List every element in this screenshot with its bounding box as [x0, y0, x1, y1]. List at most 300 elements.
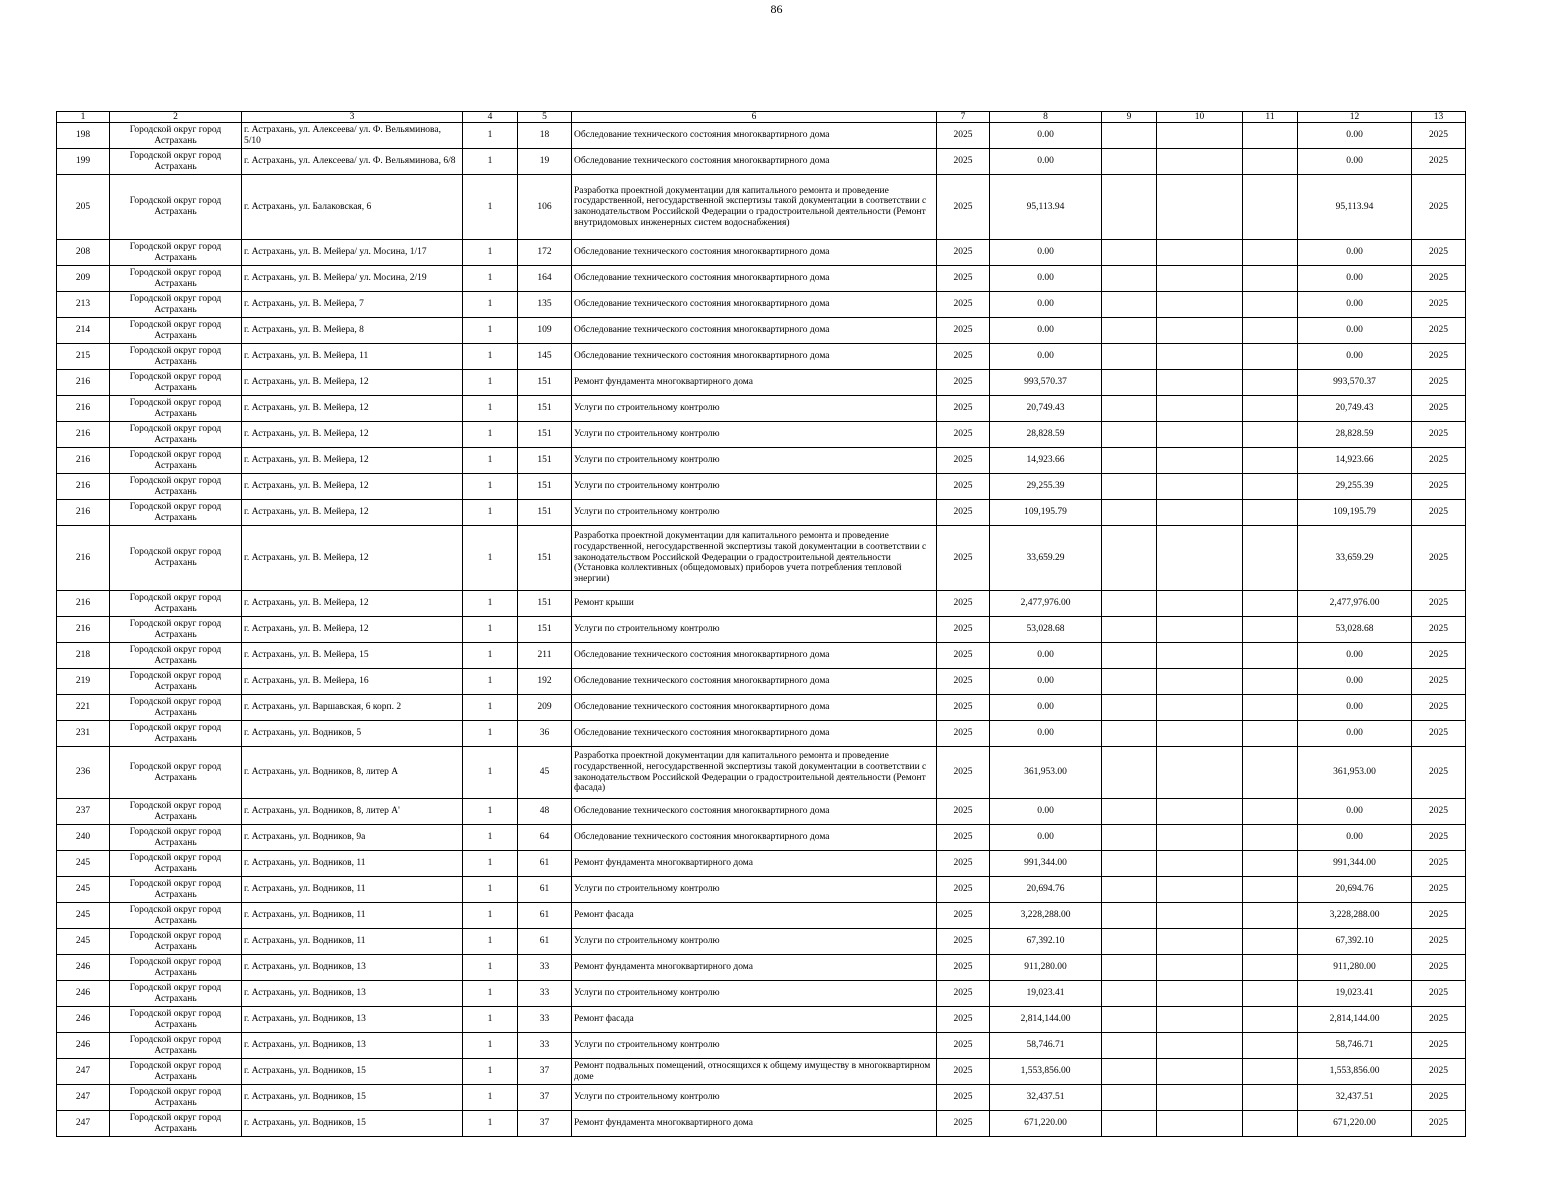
year-cell: 2025: [937, 591, 990, 617]
col5-cell: 151: [518, 370, 572, 396]
col10-cell: [1157, 825, 1243, 851]
col12-cost-cell: 991,344.00: [1298, 851, 1412, 877]
work-type-cell: Обследование технического состояния многоквартирного дома: [572, 149, 937, 175]
address-cell: г. Астрахань, ул. Балаковская, 6: [242, 175, 463, 240]
municipality-cell: Городской округ город Астрахань: [110, 1033, 242, 1059]
col11-cell: [1243, 747, 1298, 799]
row-number-cell: 246: [57, 981, 110, 1007]
row-number-cell: 231: [57, 721, 110, 747]
col11-cell: [1243, 1085, 1298, 1111]
total-cost-cell: 0.00: [990, 240, 1102, 266]
municipality-cell: Городской округ город Астрахань: [110, 747, 242, 799]
table-row: [57, 240, 1466, 266]
address-cell: г. Астрахань, ул. Водников, 9а: [242, 825, 463, 851]
address-cell: г. Астрахань, ул. В. Мейера, 15: [242, 643, 463, 669]
col11-cell: [1243, 370, 1298, 396]
col12-cost-cell: 0.00: [1298, 149, 1412, 175]
table-row: [57, 1007, 1466, 1033]
work-type-cell: Обследование технического состояния многоквартирного дома: [572, 344, 937, 370]
table-row: [57, 825, 1466, 851]
year-cell: 2025: [937, 500, 990, 526]
row-number-cell: 216: [57, 474, 110, 500]
address-cell: г. Астрахань, ул. В. Мейера, 12: [242, 448, 463, 474]
col12-cost-cell: 0.00: [1298, 292, 1412, 318]
year-cell: 2025: [937, 1085, 990, 1111]
work-type-cell: Разработка проектной документации для капитального ремонта и проведение государственной, негосударственной экспертизы такой документации в соответствии с законодательством Российской Федерации о градостроительной деятельности (Ремонт внутридомовых инженерных систем водоснабжения): [572, 175, 937, 240]
col4-cell: 1: [463, 1059, 518, 1085]
column-header: 2: [110, 112, 242, 123]
total-cost-cell: 991,344.00: [990, 851, 1102, 877]
col4-cell: 1: [463, 318, 518, 344]
col12-cost-cell: 361,953.00: [1298, 747, 1412, 799]
year-cell: 2025: [937, 370, 990, 396]
completion-year-cell: 2025: [1412, 318, 1466, 344]
col9-cell: [1102, 240, 1157, 266]
address-cell: г. Астрахань, ул. В. Мейера, 12: [242, 422, 463, 448]
col9-cell: [1102, 721, 1157, 747]
municipality-cell: Городской округ город Астрахань: [110, 1085, 242, 1111]
col10-cell: [1157, 370, 1243, 396]
col10-cell: [1157, 877, 1243, 903]
col11-cell: [1243, 851, 1298, 877]
address-cell: г. Астрахань, ул. В. Мейера, 11: [242, 344, 463, 370]
col9-cell: [1102, 149, 1157, 175]
address-cell: г. Астрахань, ул. В. Мейера/ ул. Мосина, 1/17: [242, 240, 463, 266]
table-row: [57, 799, 1466, 825]
municipality-cell: Городской округ город Астрахань: [110, 617, 242, 643]
work-type-cell: Услуги по строительному контролю: [572, 929, 937, 955]
col5-cell: 33: [518, 1033, 572, 1059]
col9-cell: [1102, 526, 1157, 591]
year-cell: 2025: [937, 617, 990, 643]
col10-cell: [1157, 617, 1243, 643]
table-row: [57, 929, 1466, 955]
col9-cell: [1102, 266, 1157, 292]
column-header: 4: [463, 112, 518, 123]
municipality-cell: Городской округ город Астрахань: [110, 591, 242, 617]
col10-cell: [1157, 1033, 1243, 1059]
total-cost-cell: 20,749.43: [990, 396, 1102, 422]
row-number-cell: 245: [57, 851, 110, 877]
completion-year-cell: 2025: [1412, 240, 1466, 266]
address-cell: г. Астрахань, ул. Алексеева/ ул. Ф. Вельяминова, 6/8: [242, 149, 463, 175]
municipality-cell: Городской округ город Астрахань: [110, 318, 242, 344]
col10-cell: [1157, 747, 1243, 799]
col9-cell: [1102, 1059, 1157, 1085]
address-cell: г. Астрахань, ул. В. Мейера, 12: [242, 591, 463, 617]
table-row: [57, 591, 1466, 617]
col11-cell: [1243, 448, 1298, 474]
table-row: [57, 695, 1466, 721]
col9-cell: [1102, 292, 1157, 318]
row-number-cell: 216: [57, 422, 110, 448]
col10-cell: [1157, 175, 1243, 240]
municipality-cell: Городской округ город Астрахань: [110, 851, 242, 877]
col11-cell: [1243, 149, 1298, 175]
col4-cell: 1: [463, 929, 518, 955]
col10-cell: [1157, 318, 1243, 344]
table-row: [57, 526, 1466, 591]
table-row: [57, 344, 1466, 370]
total-cost-cell: 0.00: [990, 643, 1102, 669]
completion-year-cell: 2025: [1412, 123, 1466, 149]
municipality-cell: Городской округ город Астрахань: [110, 955, 242, 981]
col9-cell: [1102, 903, 1157, 929]
col11-cell: [1243, 903, 1298, 929]
col4-cell: 1: [463, 175, 518, 240]
col5-cell: 151: [518, 617, 572, 643]
col9-cell: [1102, 747, 1157, 799]
col9-cell: [1102, 877, 1157, 903]
year-cell: 2025: [937, 747, 990, 799]
col5-cell: 37: [518, 1059, 572, 1085]
completion-year-cell: 2025: [1412, 1007, 1466, 1033]
table-row: [57, 422, 1466, 448]
municipality-cell: Городской округ город Астрахань: [110, 877, 242, 903]
col12-cost-cell: 0.00: [1298, 643, 1412, 669]
col12-cost-cell: 2,814,144.00: [1298, 1007, 1412, 1033]
total-cost-cell: 32,437.51: [990, 1085, 1102, 1111]
col5-cell: 45: [518, 747, 572, 799]
col5-cell: 151: [518, 422, 572, 448]
col5-cell: 61: [518, 851, 572, 877]
col11-cell: [1243, 877, 1298, 903]
municipality-cell: Городской округ город Астрахань: [110, 929, 242, 955]
col11-cell: [1243, 318, 1298, 344]
year-cell: 2025: [937, 825, 990, 851]
col12-cost-cell: 95,113.94: [1298, 175, 1412, 240]
col4-cell: 1: [463, 903, 518, 929]
col4-cell: 1: [463, 1033, 518, 1059]
completion-year-cell: 2025: [1412, 370, 1466, 396]
col10-cell: [1157, 1085, 1243, 1111]
table-row: [57, 955, 1466, 981]
completion-year-cell: 2025: [1412, 851, 1466, 877]
table-row: [57, 500, 1466, 526]
column-header: 10: [1157, 112, 1243, 123]
row-number-cell: 247: [57, 1085, 110, 1111]
work-type-cell: Ремонт крыши: [572, 591, 937, 617]
col10-cell: [1157, 591, 1243, 617]
col4-cell: 1: [463, 1111, 518, 1137]
year-cell: 2025: [937, 721, 990, 747]
works-register-table: [56, 111, 1466, 1137]
table-row: [57, 1111, 1466, 1137]
work-type-cell: Услуги по строительному контролю: [572, 422, 937, 448]
col10-cell: [1157, 422, 1243, 448]
col11-cell: [1243, 591, 1298, 617]
col4-cell: 1: [463, 149, 518, 175]
municipality-cell: Городской округ город Астрахань: [110, 422, 242, 448]
year-cell: 2025: [937, 799, 990, 825]
address-cell: г. Астрахань, ул. Водников, 11: [242, 929, 463, 955]
municipality-cell: Городской округ город Астрахань: [110, 344, 242, 370]
column-header: 5: [518, 112, 572, 123]
municipality-cell: Городской округ город Астрахань: [110, 448, 242, 474]
year-cell: 2025: [937, 344, 990, 370]
address-cell: г. Астрахань, ул. Водников, 13: [242, 1033, 463, 1059]
col9-cell: [1102, 669, 1157, 695]
address-cell: г. Астрахань, ул. Водников, 13: [242, 955, 463, 981]
col4-cell: 1: [463, 825, 518, 851]
col10-cell: [1157, 903, 1243, 929]
work-type-cell: Разработка проектной документации для капитального ремонта и проведение государственной, негосударственной экспертизы такой документации в соответствии с законодательством Российской Федерации о градостроительной деятельности (Ремонт фасада): [572, 747, 937, 799]
col11-cell: [1243, 721, 1298, 747]
address-cell: г. Астрахань, ул. В. Мейера, 12: [242, 526, 463, 591]
total-cost-cell: 993,570.37: [990, 370, 1102, 396]
total-cost-cell: 33,659.29: [990, 526, 1102, 591]
col11-cell: [1243, 669, 1298, 695]
row-number-cell: 216: [57, 591, 110, 617]
col10-cell: [1157, 1007, 1243, 1033]
work-type-cell: Обследование технического состояния многоквартирного дома: [572, 292, 937, 318]
completion-year-cell: 2025: [1412, 344, 1466, 370]
col9-cell: [1102, 929, 1157, 955]
col9-cell: [1102, 1111, 1157, 1137]
completion-year-cell: 2025: [1412, 669, 1466, 695]
municipality-cell: Городской округ город Астрахань: [110, 396, 242, 422]
municipality-cell: Городской округ город Астрахань: [110, 123, 242, 149]
work-type-cell: Услуги по строительному контролю: [572, 1085, 937, 1111]
municipality-cell: Городской округ город Астрахань: [110, 149, 242, 175]
col5-cell: 64: [518, 825, 572, 851]
page-number: 86: [770, 2, 783, 16]
col4-cell: 1: [463, 799, 518, 825]
table-row: [57, 903, 1466, 929]
col5-cell: 145: [518, 344, 572, 370]
table-row: [57, 1059, 1466, 1085]
col5-cell: 151: [518, 500, 572, 526]
col9-cell: [1102, 448, 1157, 474]
table-row: [57, 981, 1466, 1007]
completion-year-cell: 2025: [1412, 617, 1466, 643]
table-row: [57, 292, 1466, 318]
col10-cell: [1157, 149, 1243, 175]
col5-cell: 135: [518, 292, 572, 318]
total-cost-cell: 2,814,144.00: [990, 1007, 1102, 1033]
address-cell: г. Астрахань, ул. Водников, 13: [242, 1007, 463, 1033]
col5-cell: 61: [518, 903, 572, 929]
col12-cost-cell: 20,694.76: [1298, 877, 1412, 903]
total-cost-cell: 911,280.00: [990, 955, 1102, 981]
municipality-cell: Городской округ город Астрахань: [110, 292, 242, 318]
col9-cell: [1102, 851, 1157, 877]
col9-cell: [1102, 370, 1157, 396]
col11-cell: [1243, 1059, 1298, 1085]
table-row: [57, 474, 1466, 500]
total-cost-cell: 0.00: [990, 669, 1102, 695]
completion-year-cell: 2025: [1412, 1085, 1466, 1111]
work-type-cell: Ремонт фасада: [572, 903, 937, 929]
work-type-cell: Ремонт фундамента многоквартирного дома: [572, 851, 937, 877]
total-cost-cell: 0.00: [990, 318, 1102, 344]
work-type-cell: Услуги по строительному контролю: [572, 500, 937, 526]
work-type-cell: Услуги по строительному контролю: [572, 448, 937, 474]
row-number-cell: 236: [57, 747, 110, 799]
row-number-cell: 216: [57, 396, 110, 422]
address-cell: г. Астрахань, ул. Водников, 11: [242, 851, 463, 877]
col5-cell: 211: [518, 643, 572, 669]
col5-cell: 151: [518, 526, 572, 591]
col12-cost-cell: 0.00: [1298, 123, 1412, 149]
table-row: [57, 1085, 1466, 1111]
row-number-cell: 214: [57, 318, 110, 344]
col12-cost-cell: 28,828.59: [1298, 422, 1412, 448]
municipality-cell: Городской округ город Астрахань: [110, 903, 242, 929]
col4-cell: 1: [463, 292, 518, 318]
address-cell: г. Астрахань, ул. Водников, 15: [242, 1111, 463, 1137]
row-number-cell: 237: [57, 799, 110, 825]
work-type-cell: Ремонт подвальных помещений, относящихся к общему имуществу в многоквартирном доме: [572, 1059, 937, 1085]
total-cost-cell: 109,195.79: [990, 500, 1102, 526]
year-cell: 2025: [937, 175, 990, 240]
row-number-cell: 216: [57, 526, 110, 591]
year-cell: 2025: [937, 396, 990, 422]
col11-cell: [1243, 981, 1298, 1007]
total-cost-cell: 0.00: [990, 695, 1102, 721]
col9-cell: [1102, 981, 1157, 1007]
col10-cell: [1157, 643, 1243, 669]
col4-cell: 1: [463, 643, 518, 669]
row-number-cell: 198: [57, 123, 110, 149]
col12-cost-cell: 53,028.68: [1298, 617, 1412, 643]
col5-cell: 151: [518, 474, 572, 500]
col10-cell: [1157, 1059, 1243, 1085]
total-cost-cell: 95,113.94: [990, 175, 1102, 240]
table-row: [57, 747, 1466, 799]
col5-cell: 61: [518, 929, 572, 955]
row-number-cell: 246: [57, 1033, 110, 1059]
address-cell: г. Астрахань, ул. Водников, 15: [242, 1085, 463, 1111]
col10-cell: [1157, 448, 1243, 474]
total-cost-cell: 0.00: [990, 825, 1102, 851]
address-cell: г. Астрахань, ул. Водников, 15: [242, 1059, 463, 1085]
col12-cost-cell: 1,553,856.00: [1298, 1059, 1412, 1085]
col9-cell: [1102, 825, 1157, 851]
municipality-cell: Городской округ город Астрахань: [110, 175, 242, 240]
col11-cell: [1243, 1033, 1298, 1059]
work-type-cell: Ремонт фасада: [572, 1007, 937, 1033]
total-cost-cell: 671,220.00: [990, 1111, 1102, 1137]
address-cell: г. Астрахань, ул. В. Мейера, 7: [242, 292, 463, 318]
col4-cell: 1: [463, 266, 518, 292]
col10-cell: [1157, 799, 1243, 825]
total-cost-cell: 0.00: [990, 123, 1102, 149]
row-number-cell: 218: [57, 643, 110, 669]
municipality-cell: Городской округ город Астрахань: [110, 1111, 242, 1137]
year-cell: 2025: [937, 1007, 990, 1033]
work-type-cell: Обследование технического состояния многоквартирного дома: [572, 643, 937, 669]
total-cost-cell: 0.00: [990, 721, 1102, 747]
completion-year-cell: 2025: [1412, 981, 1466, 1007]
year-cell: 2025: [937, 1033, 990, 1059]
col5-cell: 151: [518, 396, 572, 422]
col9-cell: [1102, 643, 1157, 669]
col12-cost-cell: 109,195.79: [1298, 500, 1412, 526]
col4-cell: 1: [463, 370, 518, 396]
col4-cell: 1: [463, 669, 518, 695]
col12-cost-cell: 0.00: [1298, 318, 1412, 344]
col5-cell: 37: [518, 1111, 572, 1137]
col4-cell: 1: [463, 422, 518, 448]
work-type-cell: Обследование технического состояния многоквартирного дома: [572, 240, 937, 266]
col4-cell: 1: [463, 1085, 518, 1111]
col5-cell: 192: [518, 669, 572, 695]
col12-cost-cell: 58,746.71: [1298, 1033, 1412, 1059]
column-header: 6: [572, 112, 937, 123]
col11-cell: [1243, 526, 1298, 591]
table-row: [57, 370, 1466, 396]
completion-year-cell: 2025: [1412, 747, 1466, 799]
municipality-cell: Городской округ город Астрахань: [110, 266, 242, 292]
address-cell: г. Астрахань, ул. В. Мейера, 12: [242, 617, 463, 643]
table-row: [57, 318, 1466, 344]
row-number-cell: 245: [57, 877, 110, 903]
col11-cell: [1243, 825, 1298, 851]
work-type-cell: Обследование технического состояния многоквартирного дома: [572, 669, 937, 695]
col11-cell: [1243, 292, 1298, 318]
col5-cell: 33: [518, 981, 572, 1007]
row-number-cell: 216: [57, 370, 110, 396]
col5-cell: 151: [518, 448, 572, 474]
col12-cost-cell: 0.00: [1298, 266, 1412, 292]
row-number-cell: 247: [57, 1111, 110, 1137]
work-type-cell: Услуги по строительному контролю: [572, 617, 937, 643]
col10-cell: [1157, 266, 1243, 292]
col9-cell: [1102, 591, 1157, 617]
completion-year-cell: 2025: [1412, 643, 1466, 669]
completion-year-cell: 2025: [1412, 591, 1466, 617]
total-cost-cell: 28,828.59: [990, 422, 1102, 448]
col4-cell: 1: [463, 344, 518, 370]
completion-year-cell: 2025: [1412, 903, 1466, 929]
completion-year-cell: 2025: [1412, 825, 1466, 851]
row-number-cell: 216: [57, 617, 110, 643]
col5-cell: 19: [518, 149, 572, 175]
year-cell: 2025: [937, 877, 990, 903]
col12-cost-cell: 0.00: [1298, 825, 1412, 851]
municipality-cell: Городской округ город Астрахань: [110, 721, 242, 747]
row-number-cell: 209: [57, 266, 110, 292]
total-cost-cell: 20,694.76: [990, 877, 1102, 903]
col11-cell: [1243, 955, 1298, 981]
total-cost-cell: 67,392.10: [990, 929, 1102, 955]
col12-cost-cell: 14,923.66: [1298, 448, 1412, 474]
col4-cell: 1: [463, 448, 518, 474]
address-cell: г. Астрахань, ул. В. Мейера, 12: [242, 474, 463, 500]
year-cell: 2025: [937, 240, 990, 266]
row-number-cell: 240: [57, 825, 110, 851]
col9-cell: [1102, 422, 1157, 448]
year-cell: 2025: [937, 929, 990, 955]
col4-cell: 1: [463, 123, 518, 149]
completion-year-cell: 2025: [1412, 695, 1466, 721]
col10-cell: [1157, 695, 1243, 721]
municipality-cell: Городской округ город Астрахань: [110, 825, 242, 851]
completion-year-cell: 2025: [1412, 266, 1466, 292]
work-type-cell: Услуги по строительному контролю: [572, 474, 937, 500]
completion-year-cell: 2025: [1412, 175, 1466, 240]
year-cell: 2025: [937, 422, 990, 448]
municipality-cell: Городской округ город Астрахань: [110, 474, 242, 500]
completion-year-cell: 2025: [1412, 1033, 1466, 1059]
completion-year-cell: 2025: [1412, 396, 1466, 422]
work-type-cell: Ремонт фундамента многоквартирного дома: [572, 370, 937, 396]
column-header: 9: [1102, 112, 1157, 123]
work-type-cell: Услуги по строительному контролю: [572, 1033, 937, 1059]
total-cost-cell: 29,255.39: [990, 474, 1102, 500]
col10-cell: [1157, 669, 1243, 695]
